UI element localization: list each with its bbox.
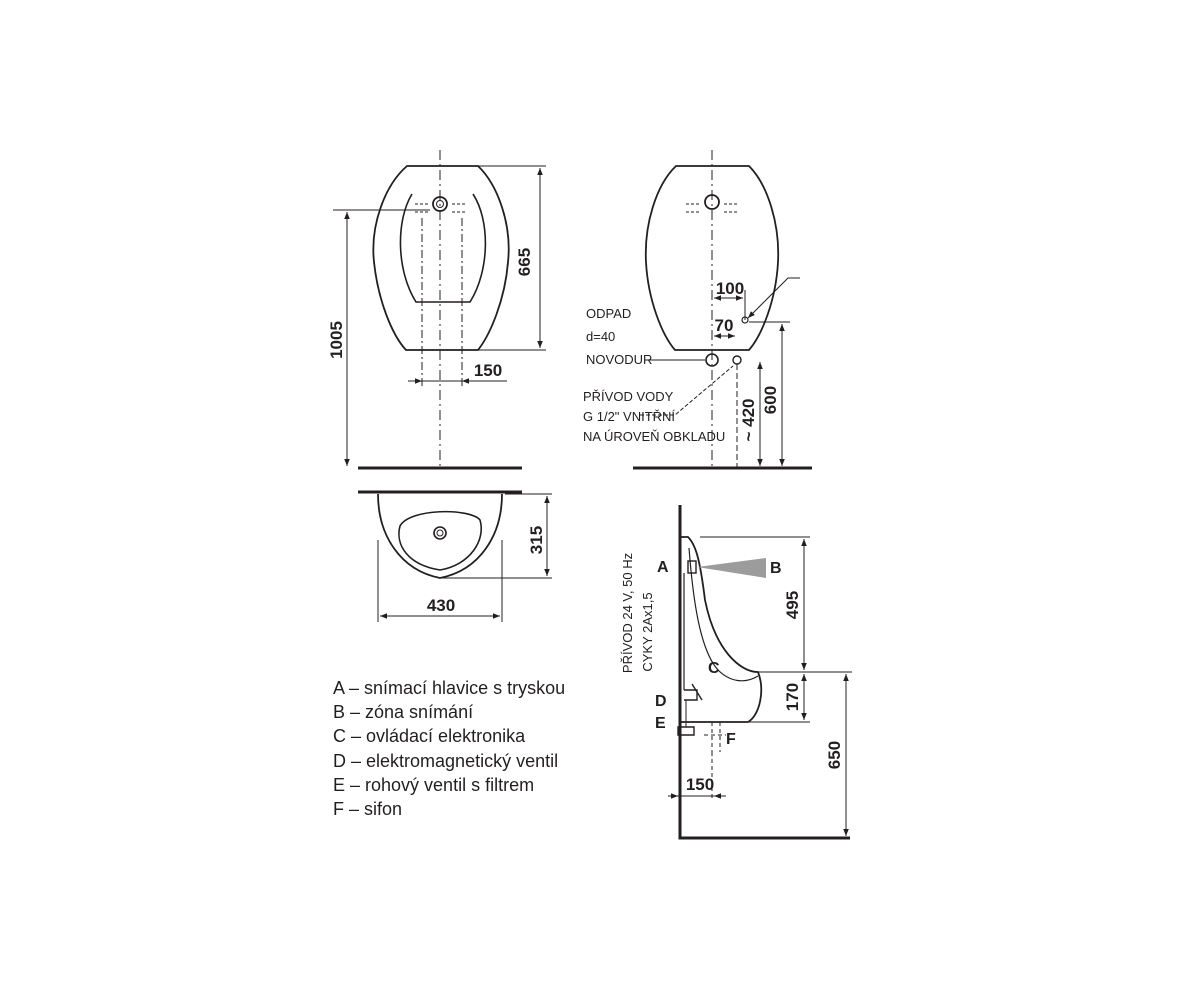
supply-note (620, 553, 655, 673)
inlet-note-line-3: NA ÚROVEŇ OBKLADU (583, 429, 726, 444)
sensor-head (688, 561, 696, 573)
inlet-note-line-1: PŘÍVOD VODY (583, 389, 674, 404)
front-dim-150: 150 (473, 361, 503, 380)
legend-item-d: D – elektromagnetický ventil (333, 750, 559, 771)
rear-dim-600: 600 (761, 385, 780, 415)
rear-dim-70: 70 (714, 316, 734, 335)
inlet-note-line-2: G 1/2" VNITŘNÍ (583, 409, 676, 424)
top-dim-315: 315 (527, 525, 546, 555)
supply-note-line-2: CYKY 2Ax1,5 (640, 592, 655, 672)
outlet-note-line-1: ODPAD (586, 306, 632, 321)
legend-item-a: A – snímací hlavice s tryskou (333, 678, 566, 698)
part-letter-b: B (770, 560, 782, 577)
outlet-note-line-2: d=40 (586, 329, 616, 344)
side-dim-650: 650 (825, 740, 844, 770)
top-dim-430: 430 (426, 596, 456, 615)
sensor-zone (697, 558, 766, 578)
top-bowl (399, 512, 481, 570)
legend (333, 676, 565, 821)
front-dim-1005: 1005 (327, 321, 346, 359)
side-dim-170: 170 (783, 682, 802, 712)
inlet-pipe (733, 356, 741, 364)
side-dim-150: 150 (685, 775, 715, 794)
legend-item-f: F – sifon (333, 799, 403, 820)
legend-item-b: B – zóna snímání (333, 702, 474, 723)
part-letter-a: A (657, 559, 669, 576)
legend-item-e: E – rohový ventil s filtrem (333, 774, 535, 795)
front-view (333, 150, 546, 468)
outlet-note-line-3: NOVODUR (586, 352, 653, 367)
front-outline (373, 166, 508, 350)
part-letter-c: C (708, 660, 720, 677)
rear-dim-420: ~ 420 (739, 398, 758, 442)
legend-item-c: C – ovládací elektronika (333, 726, 526, 747)
front-dim-665: 665 (515, 247, 534, 277)
part-letter-f: F (726, 731, 736, 748)
outlet-note (586, 306, 652, 367)
part-letter-e: E (655, 715, 666, 732)
solenoid-valve (684, 684, 702, 700)
inlet-note (583, 389, 725, 444)
top-drain (434, 527, 446, 539)
rear-dim-100: 100 (715, 279, 745, 298)
part-letter-d: D (655, 693, 667, 710)
supply-note-line-1: PŘÍVOD 24 V, 50 Hz (620, 552, 635, 674)
side-dim-495: 495 (783, 590, 802, 620)
